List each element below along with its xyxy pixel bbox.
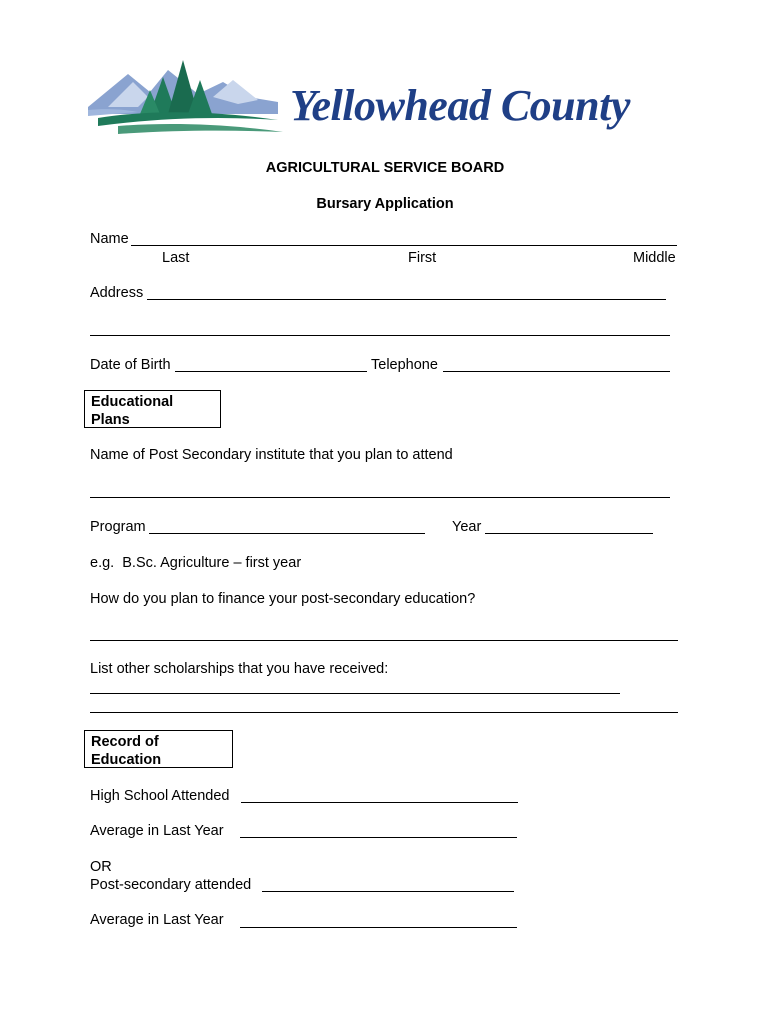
mountains-trees-logo-icon: [88, 52, 288, 142]
form-title: AGRICULTURAL SERVICE BOARD: [265, 160, 505, 176]
scholarships-field-line-2[interactable]: [90, 712, 678, 713]
scholarships-field-line-1[interactable]: [90, 693, 620, 694]
name-field-line[interactable]: [131, 245, 677, 246]
address-field-line-2[interactable]: [90, 335, 670, 336]
telephone-label: Telephone: [371, 357, 438, 373]
high-school-field-line[interactable]: [241, 802, 518, 803]
average-field-line-1[interactable]: [240, 837, 517, 838]
post-secondary-field-line[interactable]: [262, 891, 514, 892]
or-label: OR: [90, 859, 112, 875]
program-example: e.g. B.Sc. Agriculture – first year: [90, 555, 302, 571]
educational-plans-heading-line2: Plans: [91, 412, 130, 428]
telephone-field-line[interactable]: [443, 371, 670, 372]
high-school-label: High School Attended: [90, 788, 230, 804]
county-logo: [88, 52, 288, 142]
dob-field-line[interactable]: [175, 371, 367, 372]
record-heading-line1: Record of: [91, 734, 159, 750]
finance-field-line[interactable]: [90, 640, 678, 641]
brand-name: Yellowhead County: [290, 81, 630, 130]
address-field-line-1[interactable]: [147, 299, 666, 300]
institute-field-line[interactable]: [90, 497, 670, 498]
year-label: Year: [452, 519, 482, 535]
name-sub-last: Last: [162, 250, 190, 266]
program-label: Program: [90, 519, 146, 535]
name-label: Name: [90, 231, 129, 247]
educational-plans-heading: [84, 390, 221, 428]
institute-prompt: Name of Post Secondary institute that you plan to attend: [90, 447, 453, 463]
record-heading-line2: Education: [91, 752, 162, 768]
post-secondary-label: Post-secondary attended: [90, 877, 252, 893]
average-field-line-2[interactable]: [240, 927, 517, 928]
finance-prompt: How do you plan to finance your post-secondary education?: [90, 591, 476, 607]
address-label: Address: [90, 285, 144, 301]
record-of-education-heading: [84, 730, 233, 768]
average-label-2: Average in Last Year: [90, 912, 224, 928]
dob-label: Date of Birth: [90, 357, 171, 373]
scholarships-prompt: List other scholarships that you have received:: [90, 661, 389, 677]
year-field-line[interactable]: [485, 533, 653, 534]
educational-plans-heading-line1: Educational: [91, 394, 174, 410]
name-sub-middle: Middle: [633, 250, 676, 266]
name-sub-first: First: [408, 250, 437, 266]
program-field-line[interactable]: [149, 533, 425, 534]
average-label-1: Average in Last Year: [90, 823, 224, 839]
form-subtitle: Bursary Application: [316, 196, 454, 212]
